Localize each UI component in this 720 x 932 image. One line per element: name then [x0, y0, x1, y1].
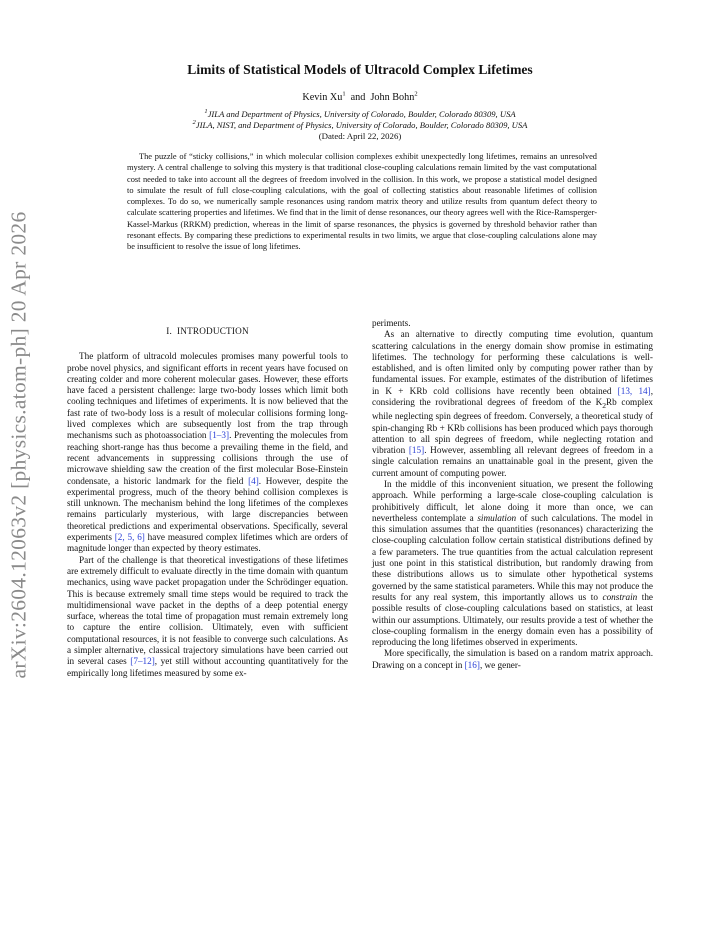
section-title: INTRODUCTION: [176, 326, 249, 336]
paragraph: [372, 329, 653, 479]
paragraph-continuation: periments.: [372, 318, 411, 328]
emphasis: simulation: [477, 512, 517, 523]
citation-link[interactable]: [4]: [248, 475, 259, 486]
affiliation-line: [0, 109, 720, 119]
right-column: [372, 318, 653, 671]
author-list: [0, 92, 720, 103]
text-run: . However, despite the experimental progress, much of the theory behind collision complexes is still unknown. The mechanism behind the long lifetimes of the complexes remains particularly mysterious, with large discrepancies between theoretical predictions and experimental observations. Specifically, several experiments: [67, 475, 348, 543]
subscript: 2: [602, 400, 607, 410]
affiliation-line: [0, 120, 720, 130]
affiliation-mark: 1: [204, 108, 208, 116]
affiliation-mark: 2: [192, 119, 196, 127]
author-name: John Bohn: [370, 92, 415, 103]
arxiv-identifier: arXiv:2604.12063v2 [physics.atom-ph] 20 Apr 2026: [6, 211, 31, 679]
text-run: Part of the challenge is that theoretical investigations of these lifetimes are extremely difficult to evaluate directly in the time domain with quantum mechanics, using wave packet propagation under the Schrödinger equation. This is because extremely small time steps would be required to track the multidimensional wave packet in the depths of a deep potential energy surface, whereas the total time of propagation must remain extremely long to capture the entire collision. Ultimately, even with sufficient computational resources, it is not feasible to converge such calculations. As a simpler alternative, classical trajectory simulations have been carried out in several cases: [67, 554, 348, 667]
text-run: , considering the rovibrational degrees of freedom of the K: [372, 385, 653, 408]
text-run: the possible results of close-coupling calculations based on statistics, at least within our assumptions. Ultimately, our results provide a test of whether the close-coupling formalism in the energy domain even has a possibility of reproducing the long lifetimes observed in experiments.: [372, 591, 653, 648]
affiliation-text: JILA and Department of Physics, University of Colorado, Boulder, Colorado 80309, USA: [207, 109, 516, 119]
affiliation-mark: 1: [342, 90, 346, 98]
text-run: . However, assembling all relevant degrees of freedom in a single calculation remains an unattainable goal in the present, given the current amount of computing power.: [372, 445, 653, 478]
citation-link[interactable]: [13, 14]: [617, 385, 651, 396]
text-run: More specifically, the simulation is based on a random matrix approach. Drawing on a concept in: [372, 648, 653, 670]
left-column: [67, 318, 348, 679]
text-run: , we gener-: [479, 659, 521, 670]
text-run: of such calculations. The model in this simulation assumes that the quantities (resonances) characterizing the close-coupling calculation follow certain statistical distributions defined by a few parameters. The true quantities from the actual calculation represent just one point in this statistical distribution, but randomly drawing from these distributions allows us to simulate other hypothetical systems governed by the same statistical parameters. While this may not produce the results for any real system, this importantly allows us to: [372, 512, 653, 602]
emphasis: constrain: [602, 591, 638, 602]
citation-link[interactable]: [15]: [408, 445, 425, 456]
paragraph: [372, 648, 653, 671]
text-run: The platform of ultracold molecules promises many powerful tools to probe novel physics, and significant efforts in recent years have focused on creating colder and more coherent molecular gases. However, these efforts have faced a persistent challenge: large two-body losses which limit both cooling techniques and lifetimes of experiments. It is now believed that the fast rate of two-body loss is a result of molecular collisions forming long-lived complexes which are subsequently lost from the trap through mechanisms such as photoassociation: [67, 351, 348, 441]
text-run: , yet still without accounting quantitatively for the empirically long lifetimes measured by some ex-: [67, 656, 348, 678]
text-run: As an alternative to directly computing time evolution, quantum scattering calculations in the energy domain show promise in estimating lifetimes. The technology for performing these calculations is well-established, and is often limited only by computing power rather than by fundamental issues. For example, estimates of the distribution of lifetimes in K + KRb cold collisions have recently been obtained: [372, 329, 653, 396]
affiliation-mark: 2: [414, 90, 418, 98]
arxiv-sidebar-stamp: [4, 210, 34, 680]
paragraph: [67, 351, 348, 554]
paper-title: Limits of Statistical Models of Ultracold Complex Lifetimes: [187, 62, 533, 77]
author-conjunction: and: [350, 92, 366, 103]
dated-line: (Dated: April 22, 2026): [318, 131, 402, 141]
abstract: The puzzle of “sticky collisions,” in which molecular collision complexes exhibit unexpectedly long lifetimes, remains an unresolved mystery. A central challenge to solving this mystery is that traditional close-coupling calculations remain limited by the vast computational cost needed to take into account all the degrees of freedom involved in the collision. In this work, we propose a statistical model designed to simulate the result of full close-coupling calculations, with the goal of collecting statistics about reasonable lifetimes of collision complexes. To do so, we numerically sample resonances using random matrix theory and utilize results from quantum defect theory to calculate scattering properties and lifetimes. We find that in the limit of dense resonances, our theory agrees well with the Rice-Ramsperger-Kassel-Markus (RRKM) prediction, whereas in the limit of sparse resonances, the physics is governed by threshold behavior rather than resonant effects. By comparing these predictions to experimental results in two limits, we argue that close-coupling calculations alone may be insufficient to resolve the issue of long lifetimes.: [127, 152, 598, 252]
text-run: In the middle of this inconvenient situation, we present the following approach. While performing a large-scale close-coupling calculation is prohibitively difficult, let alone doing it more than once, we can nevertheless contemplate a: [372, 478, 653, 523]
section-number: I.: [166, 326, 172, 336]
affiliation-text: JILA, NIST, and Department of Physics, University of Colorado, Boulder, Colorado 80309, USA: [195, 120, 528, 130]
paragraph: [372, 479, 653, 648]
text-run: . Preventing the molecules from reaching short-range has thus become a prevailing theme in the field, and recent advancements in suppressing collisions through the use of microwave shielding saw the creation of the first molecular Bose-Einstein condensate, a historic landmark for the field: [67, 430, 348, 486]
citation-link[interactable]: [2, 5, 6]: [114, 532, 145, 543]
citation-link[interactable]: [16]: [464, 659, 480, 670]
section-heading: [67, 326, 348, 337]
text-run: have measured complex lifetimes which are orders of magnitude longer than expected by theory estimates.: [67, 532, 348, 554]
author-name: Kevin Xu: [302, 92, 343, 103]
text-run: Rb complex while neglecting spin degrees of freedom. Conversely, a theoretical study of spin-changing Rb + KRb collisions has been produced which pays thorough attention to all spin degrees of freedom, while neglecting rotation and vibration: [372, 397, 654, 456]
paragraph: [67, 555, 348, 679]
citation-link[interactable]: [1–3]: [209, 430, 230, 441]
citation-link[interactable]: [7–12]: [130, 656, 155, 667]
